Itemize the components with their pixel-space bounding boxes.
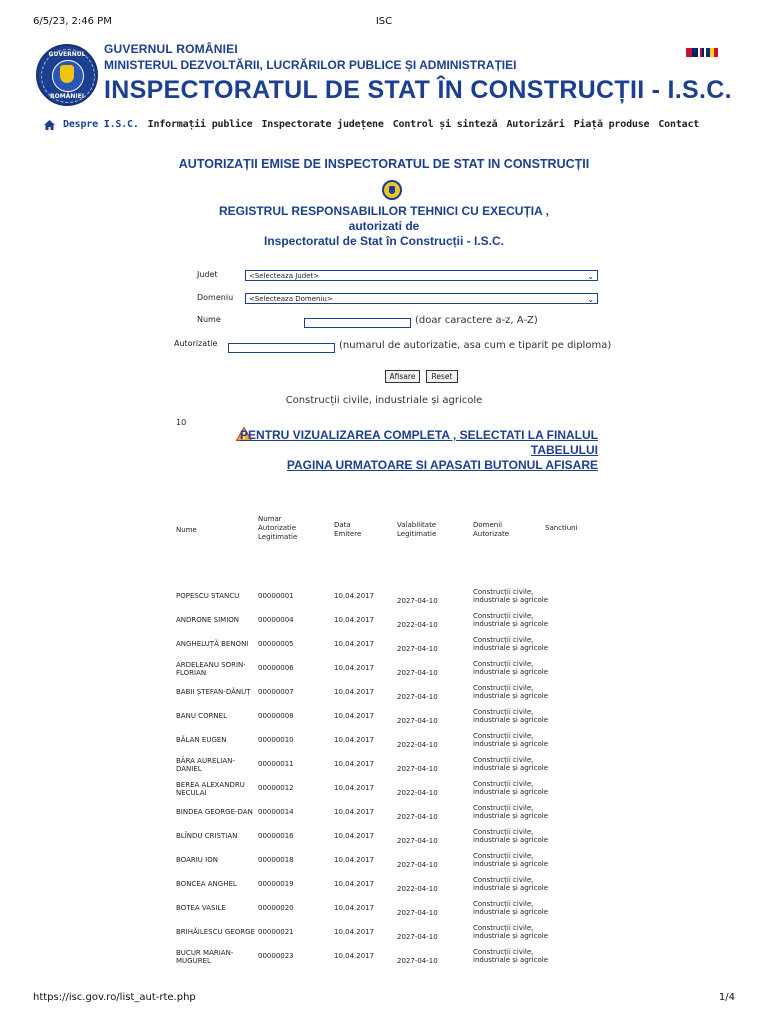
table-row — [0, 661, 768, 685]
page-title: AUTORIZAȚII EMISE DE INSPECTORATUL DE STAT IN CONSTRUCȚII — [178, 157, 590, 171]
registry-issuer: Inspectoratul de Stat în Construcții - I.S.C. — [263, 234, 505, 248]
cell-domain — [473, 948, 548, 964]
main-nav — [44, 119, 708, 130]
cell-validity — [397, 789, 438, 797]
cell-number — [258, 856, 294, 864]
table-row — [0, 949, 768, 973]
number-value: 00000018 — [258, 856, 294, 864]
th-data-line2: Emitere — [334, 530, 362, 538]
date-value: 10.04.2017 — [334, 880, 375, 888]
cell-number — [258, 952, 294, 960]
cell-domain — [473, 900, 548, 916]
date-value: 10.04.2017 — [334, 616, 375, 624]
cell-name — [176, 616, 239, 624]
domain-line-2: industriale și agricole — [473, 764, 548, 772]
domain-line-2: industriale și agricole — [473, 692, 548, 700]
nav-despre-isc[interactable]: Despre I.S.C. — [63, 119, 139, 130]
validity-value: 2027-04-10 — [397, 693, 438, 701]
domain-line-1: Construcții civile, — [473, 900, 534, 908]
romanian-flag-icon[interactable] — [706, 48, 718, 57]
seal-top-text: GUVERNUL — [48, 51, 86, 58]
cell-name — [176, 592, 239, 600]
cell-validity — [397, 741, 438, 749]
domain-line-1: Construcții civile, — [473, 852, 534, 860]
number-value: 00000008 — [258, 712, 294, 720]
name-line-1: BANU CORNEL — [176, 712, 227, 720]
cell-validity — [397, 669, 438, 677]
th-numar-line3: Legitimatie — [258, 533, 298, 541]
print-page-number: 1/4 — [718, 992, 735, 1003]
cell-name — [176, 808, 253, 816]
isc-emblem-icon — [382, 180, 402, 200]
th-val-line1: Valabilitate — [397, 521, 437, 529]
date-value: 10.04.2017 — [334, 592, 375, 600]
domain-line-2: industriale și agricole — [473, 860, 548, 868]
cell-date — [334, 808, 374, 816]
cell-name — [176, 904, 226, 912]
nume-label: Nume — [197, 315, 221, 324]
validity-value: 2022-04-10 — [397, 885, 438, 893]
cell-number — [258, 616, 294, 624]
warning-line-3: PAGINA URMATOARE SI APASATI BUTONUL AFISARE — [286, 458, 598, 472]
name-line-1: BOARIU ION — [176, 856, 218, 864]
domeniu-label: Domeniu — [197, 293, 234, 302]
cell-validity — [397, 645, 438, 653]
cell-number — [258, 736, 294, 744]
print-datetime: 6/5/23, 2:46 PM — [33, 16, 112, 27]
cell-name — [176, 832, 237, 840]
th-sanctiuni: Sanctiuni — [545, 524, 578, 532]
th-dom-line1: Domenii — [473, 521, 503, 529]
date-value: 10.04.2017 — [334, 856, 375, 864]
validity-value: 2027-04-10 — [397, 597, 438, 605]
validity-value: 2022-04-10 — [397, 741, 438, 749]
cell-date — [334, 832, 374, 840]
number-value: 00000020 — [258, 904, 294, 912]
validity-value: 2027-04-10 — [397, 765, 438, 773]
cell-number — [258, 688, 294, 696]
date-value: 10.04.2017 — [334, 904, 375, 912]
table-row — [0, 829, 768, 853]
validity-value: 2027-04-10 — [397, 957, 438, 965]
th-data-emitere — [334, 521, 361, 539]
judet-label: Judet — [197, 270, 218, 279]
table-row — [0, 685, 768, 709]
cell-domain — [473, 756, 548, 772]
name-line-2: NECULAI — [176, 789, 207, 797]
flag-separator — [700, 48, 704, 57]
validity-value: 2027-04-10 — [397, 909, 438, 917]
cell-date — [334, 928, 374, 936]
cell-date — [334, 664, 374, 672]
cell-domain — [473, 924, 548, 940]
cell-date — [334, 736, 374, 744]
name-line-1: BONCEA ANGHEL — [176, 880, 237, 888]
name-line-1: BOTEA VASILE — [176, 904, 226, 912]
table-row — [0, 613, 768, 637]
cell-number — [258, 592, 294, 600]
autorizatie-label: Autorizatie — [174, 339, 218, 348]
name-line-1: BÂRA AURELIAN- — [176, 757, 235, 765]
domain-line-2: industriale și agricole — [473, 644, 548, 652]
cell-name — [176, 736, 227, 744]
domain-line-1: Construcții civile, — [473, 612, 534, 620]
cell-number — [258, 712, 294, 720]
table-row — [0, 757, 768, 781]
number-value: 00000004 — [258, 616, 294, 624]
th-domenii — [473, 521, 509, 539]
nav-informatii-publice[interactable]: Informații publice — [147, 119, 253, 130]
name-line-2: MUGUREL — [176, 957, 211, 965]
domain-line-1: Construcții civile, — [473, 708, 534, 716]
domain-line-2: industriale și agricole — [473, 836, 548, 844]
table-row — [0, 781, 768, 805]
number-value: 00000016 — [258, 832, 294, 840]
nav-piata-produse[interactable]: Piață produse — [573, 119, 650, 130]
domain-line-1: Construcții civile, — [473, 948, 534, 956]
cell-number — [258, 664, 294, 672]
th-data-line1: Data — [334, 521, 351, 529]
cell-number — [258, 808, 294, 816]
number-value: 00000006 — [258, 664, 294, 672]
cell-domain — [473, 780, 548, 796]
cell-date — [334, 952, 374, 960]
seal-bottom-text: ROMÂNIEI — [50, 93, 84, 100]
domain-line-2: industriale și agricole — [473, 932, 548, 940]
date-value: 10.04.2017 — [334, 760, 375, 768]
cell-date — [334, 760, 374, 768]
registry-subtitle: autorizati de — [348, 219, 420, 233]
warning-line-2: TABELULUI — [530, 443, 598, 457]
nume-hint: (doar caractere a-z, A-Z) — [415, 315, 538, 326]
th-numar-line2: Autorizatie — [258, 524, 297, 532]
domain-line-1: Construcții civile, — [473, 828, 534, 836]
name-line-1: BEREA ALEXANDRU — [176, 781, 245, 789]
domain-line-1: Construcții civile, — [473, 924, 534, 932]
cell-number — [258, 784, 294, 792]
autorizatie-hint: (numarul de autorizatie, asa cum e tiparit pe diploma) — [339, 340, 612, 351]
home-icon[interactable] — [44, 120, 55, 130]
th-dom-line2: Autorizate — [473, 530, 510, 538]
validity-value: 2027-04-10 — [397, 861, 438, 869]
cell-domain — [473, 636, 548, 652]
cell-domain — [473, 876, 548, 892]
judet-select[interactable] — [245, 270, 598, 281]
ministry-name: MINISTERUL DEZVOLTĂRII, LUCRĂRILOR PUBLICE ȘI ADMINISTRAȚIEI — [104, 58, 517, 72]
judet-select-value: <Selecteaza Judet> — [249, 272, 320, 280]
th-numar-line1: Numar — [258, 515, 282, 523]
eagle-icon — [60, 65, 74, 83]
language-switcher — [686, 48, 720, 67]
domain-line-1: Construcții civile, — [473, 780, 534, 788]
cell-validity — [397, 837, 438, 845]
domeniu-select[interactable] — [245, 293, 598, 304]
cell-domain — [473, 612, 548, 628]
chevron-down-icon: ⌄ — [587, 295, 594, 304]
name-line-1: BLÎNDU CRISTIAN — [176, 832, 238, 840]
afisare-button[interactable]: Afisare — [385, 370, 420, 383]
date-value: 10.04.2017 — [334, 832, 375, 840]
table-row — [0, 877, 768, 901]
selected-domain: Construcții civile, industriale și agricole — [285, 395, 483, 406]
cell-date — [334, 688, 374, 696]
cell-domain — [473, 828, 548, 844]
cell-domain — [473, 804, 548, 820]
cell-validity — [397, 597, 438, 605]
cell-validity — [397, 693, 438, 701]
domain-line-2: industriale și agricole — [473, 668, 548, 676]
date-value: 10.04.2017 — [334, 688, 375, 696]
cell-number — [258, 928, 294, 936]
domain-line-1: Construcții civile, — [473, 588, 534, 596]
validity-value: 2027-04-10 — [397, 669, 438, 677]
name-line-1: BABII ȘTEFAN-DĂNUȚ — [176, 688, 251, 696]
english-flag-icon[interactable] — [686, 48, 698, 57]
domain-line-2: industriale și agricole — [473, 716, 548, 724]
cell-number — [258, 880, 294, 888]
print-url: https://isc.gov.ro/list_aut-rte.php — [33, 992, 196, 1003]
date-value: 10.04.2017 — [334, 736, 375, 744]
date-value: 10.04.2017 — [334, 808, 375, 816]
domain-line-1: Construcții civile, — [473, 756, 534, 764]
number-value: 00000014 — [258, 808, 294, 816]
cell-validity — [397, 957, 438, 965]
cell-date — [334, 592, 374, 600]
cell-date — [334, 784, 374, 792]
print-title: ISC — [375, 16, 393, 27]
table-row — [0, 733, 768, 757]
results-count: 10 — [176, 418, 187, 427]
government-seal-logo[interactable] — [36, 44, 98, 106]
date-value: 10.04.2017 — [334, 712, 375, 720]
cell-name — [176, 880, 237, 888]
warning-line-1: PENTRU VIZUALIZAREA COMPLETA , SELECTATI LA FINALUL — [240, 428, 598, 442]
government-name: GUVERNUL ROMÂNIEI — [104, 42, 238, 56]
cell-validity — [397, 909, 438, 917]
date-value: 10.04.2017 — [334, 952, 375, 960]
cell-domain — [473, 852, 548, 868]
domain-line-2: industriale și agricole — [473, 788, 548, 796]
th-nume: Nume — [176, 526, 197, 534]
nav-contact[interactable]: Contact — [658, 119, 700, 130]
validity-value: 2027-04-10 — [397, 645, 438, 653]
cell-date — [334, 640, 374, 648]
cell-name — [176, 661, 246, 677]
name-line-1: BĂLAN EUGEN — [176, 736, 227, 744]
validity-value: 2027-04-10 — [397, 813, 438, 821]
cell-date — [334, 856, 374, 864]
domain-line-1: Construcții civile, — [473, 660, 534, 668]
name-line-2: DANIEL — [176, 765, 202, 773]
cell-date — [334, 880, 374, 888]
name-line-2: FLORIAN — [176, 669, 207, 677]
domain-line-2: industriale și agricole — [473, 740, 548, 748]
domain-line-1: Construcții civile, — [473, 804, 534, 812]
pagination-warning-link[interactable] — [230, 428, 598, 473]
number-value: 00000019 — [258, 880, 294, 888]
table-row — [0, 637, 768, 661]
domain-line-1: Construcții civile, — [473, 876, 534, 884]
cell-name — [176, 757, 235, 773]
nav-autorizari[interactable]: Autorizări — [506, 119, 565, 130]
cell-number — [258, 640, 294, 648]
domain-line-1: Construcții civile, — [473, 684, 534, 692]
number-value: 00000010 — [258, 736, 294, 744]
cell-date — [334, 616, 374, 624]
th-val-line2: Legitimatie — [397, 530, 437, 538]
name-line-1: BRIHĂILESCU GEORGE — [176, 928, 255, 936]
registry-title: REGISTRUL RESPONSABILILOR TEHNICI CU EXECUȚIA , — [218, 204, 550, 218]
autorizatie-input[interactable] — [228, 343, 335, 353]
cell-validity — [397, 717, 438, 725]
domain-line-2: industriale și agricole — [473, 884, 548, 892]
table-row — [0, 709, 768, 733]
cell-name — [176, 640, 248, 648]
name-line-1: ANDRONE SIMION — [176, 616, 240, 624]
cell-name — [176, 781, 245, 797]
th-valabilitate — [397, 521, 436, 539]
table-row — [0, 853, 768, 877]
table-row — [0, 589, 768, 613]
validity-value: 2027-04-10 — [397, 837, 438, 845]
table-row — [0, 805, 768, 829]
cell-domain — [473, 588, 548, 604]
domain-line-2: industriale și agricole — [473, 812, 548, 820]
date-value: 10.04.2017 — [334, 664, 375, 672]
domain-line-2: industriale și agricole — [473, 956, 548, 964]
institution-title[interactable]: INSPECTORATUL DE STAT ÎN CONSTRUCȚII - I.S.C. — [104, 76, 732, 104]
cell-validity — [397, 885, 438, 893]
cell-number — [258, 760, 294, 768]
cell-date — [334, 904, 374, 912]
number-value: 00000011 — [258, 760, 294, 768]
table-row — [0, 901, 768, 925]
cell-domain — [473, 732, 548, 748]
validity-value: 2022-04-10 — [397, 789, 438, 797]
name-line-1: BINDEA GEORGE-DAN — [176, 808, 253, 816]
reset-button[interactable]: Reset — [426, 370, 458, 383]
domeniu-select-value: <Selecteaza Domeniu> — [249, 295, 333, 303]
date-value: 10.04.2017 — [334, 640, 375, 648]
number-value: 00000012 — [258, 784, 294, 792]
table-row — [0, 925, 768, 949]
cell-number — [258, 832, 294, 840]
domain-line-2: industriale și agricole — [473, 908, 548, 916]
cell-domain — [473, 660, 548, 676]
cell-validity — [397, 765, 438, 773]
validity-value: 2022-04-10 — [397, 621, 438, 629]
number-value: 00000005 — [258, 640, 294, 648]
number-value: 00000007 — [258, 688, 294, 696]
name-line-1: POPESCU STANCU — [176, 592, 240, 600]
name-line-1: BUCUR MARIAN- — [176, 949, 234, 957]
cell-name — [176, 949, 233, 965]
nav-inspectorate-judetene[interactable]: Inspectorate județene — [261, 119, 384, 130]
th-numar-autorizatie — [258, 515, 297, 542]
cell-name — [176, 856, 218, 864]
cell-date — [334, 712, 374, 720]
nume-input[interactable] — [304, 318, 411, 328]
domain-line-1: Construcții civile, — [473, 636, 534, 644]
number-value: 00000023 — [258, 952, 294, 960]
cell-validity — [397, 861, 438, 869]
cell-name — [176, 688, 251, 696]
chevron-down-icon: ⌄ — [587, 272, 594, 281]
date-value: 10.04.2017 — [334, 928, 375, 936]
name-line-1: ARDELEANU SORIN- — [176, 661, 246, 669]
name-line-1: ANGHELUȚĂ BENONI — [176, 640, 249, 648]
domain-line-2: industriale și agricole — [473, 596, 548, 604]
cell-name — [176, 928, 255, 936]
number-value: 00000001 — [258, 592, 294, 600]
cell-validity — [397, 621, 438, 629]
nav-control-sinteza[interactable]: Control și sinteză — [392, 119, 498, 130]
validity-value: 2027-04-10 — [397, 717, 438, 725]
validity-value: 2027-04-10 — [397, 933, 438, 941]
cell-name — [176, 712, 227, 720]
cell-validity — [397, 933, 438, 941]
cell-number — [258, 904, 294, 912]
cell-domain — [473, 684, 548, 700]
cell-validity — [397, 813, 438, 821]
domain-line-2: industriale și agricole — [473, 620, 548, 628]
number-value: 00000021 — [258, 928, 294, 936]
date-value: 10.04.2017 — [334, 784, 375, 792]
domain-line-1: Construcții civile, — [473, 732, 534, 740]
cell-domain — [473, 708, 548, 724]
